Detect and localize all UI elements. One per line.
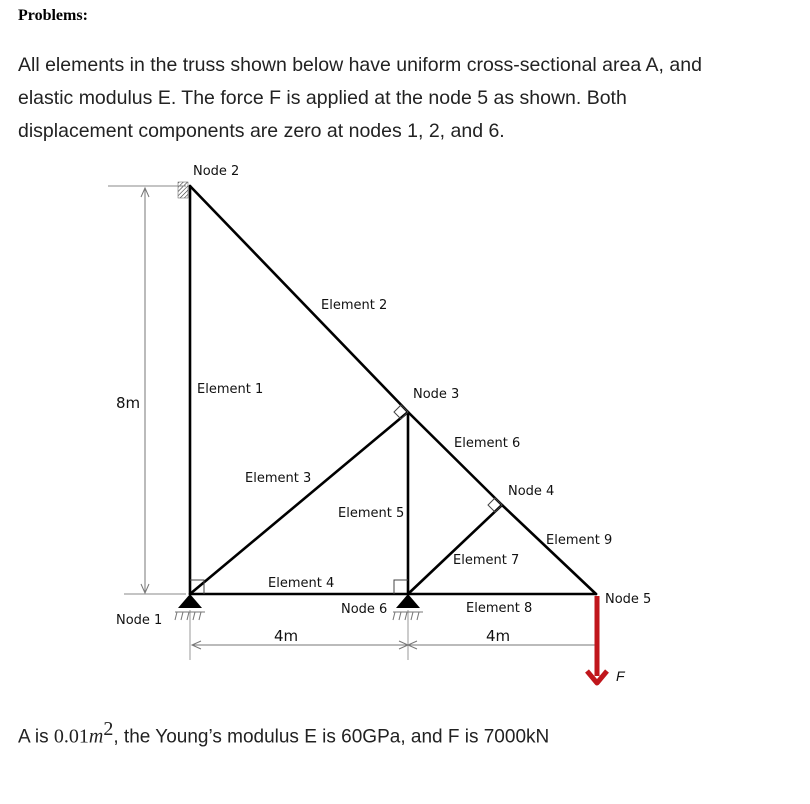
element-3-label: Element 3: [245, 471, 312, 486]
span-right-dimension-label: 4m: [486, 627, 511, 645]
node-5-label: Node 5: [605, 592, 652, 607]
area-exponent: 2: [103, 718, 114, 740]
member-element-6: [408, 412, 502, 505]
height-dimension-label: 8m: [116, 394, 141, 412]
force-label: F: [616, 668, 625, 684]
span-left-dimension-label: 4m: [274, 627, 299, 645]
statement-line-2: elastic modulus E. The force F is applied at the node 5 as shown. Both: [18, 87, 627, 109]
element-9-label: Element 9: [546, 533, 613, 548]
member-element-7: [408, 505, 502, 594]
problems-heading: Problems:: [18, 7, 88, 24]
given-prefix: A is: [18, 726, 54, 748]
dimension-height: [108, 186, 186, 594]
statement-line-1: All elements in the truss shown below have uniform cross-sectional area A, and: [18, 54, 702, 76]
element-5-label: Element 5: [338, 506, 405, 521]
node-2-label: Node 2: [193, 164, 240, 179]
element-2-label: Element 2: [321, 298, 388, 313]
area-unit: m: [88, 725, 104, 748]
node-6-label: Node 6: [341, 602, 388, 617]
right-angle-marker-node6: [394, 580, 408, 594]
node-3-label: Node 3: [413, 387, 460, 402]
node-4-label: Node 4: [508, 484, 555, 499]
element-1-label: Element 1: [197, 382, 264, 397]
element-6-label: Element 6: [454, 436, 521, 451]
force-arrow: [587, 596, 607, 683]
given-rest: , the Young’s modulus E is 60GPa, and F is 7000kN: [113, 726, 550, 748]
area-value: 0.01: [53, 725, 89, 748]
node-1-label: Node 1: [116, 613, 163, 628]
wall-support-node2: [178, 182, 188, 198]
member-element-3: [190, 412, 408, 594]
statement-line-3: displacement components are zero at nodes 1, 2, and 6.: [18, 120, 505, 142]
element-7-label: Element 7: [453, 553, 520, 568]
member-element-9: [502, 505, 596, 594]
element-4-label: Element 4: [268, 576, 335, 591]
given-values: [18, 718, 549, 748]
element-8-label: Element 8: [466, 601, 533, 616]
